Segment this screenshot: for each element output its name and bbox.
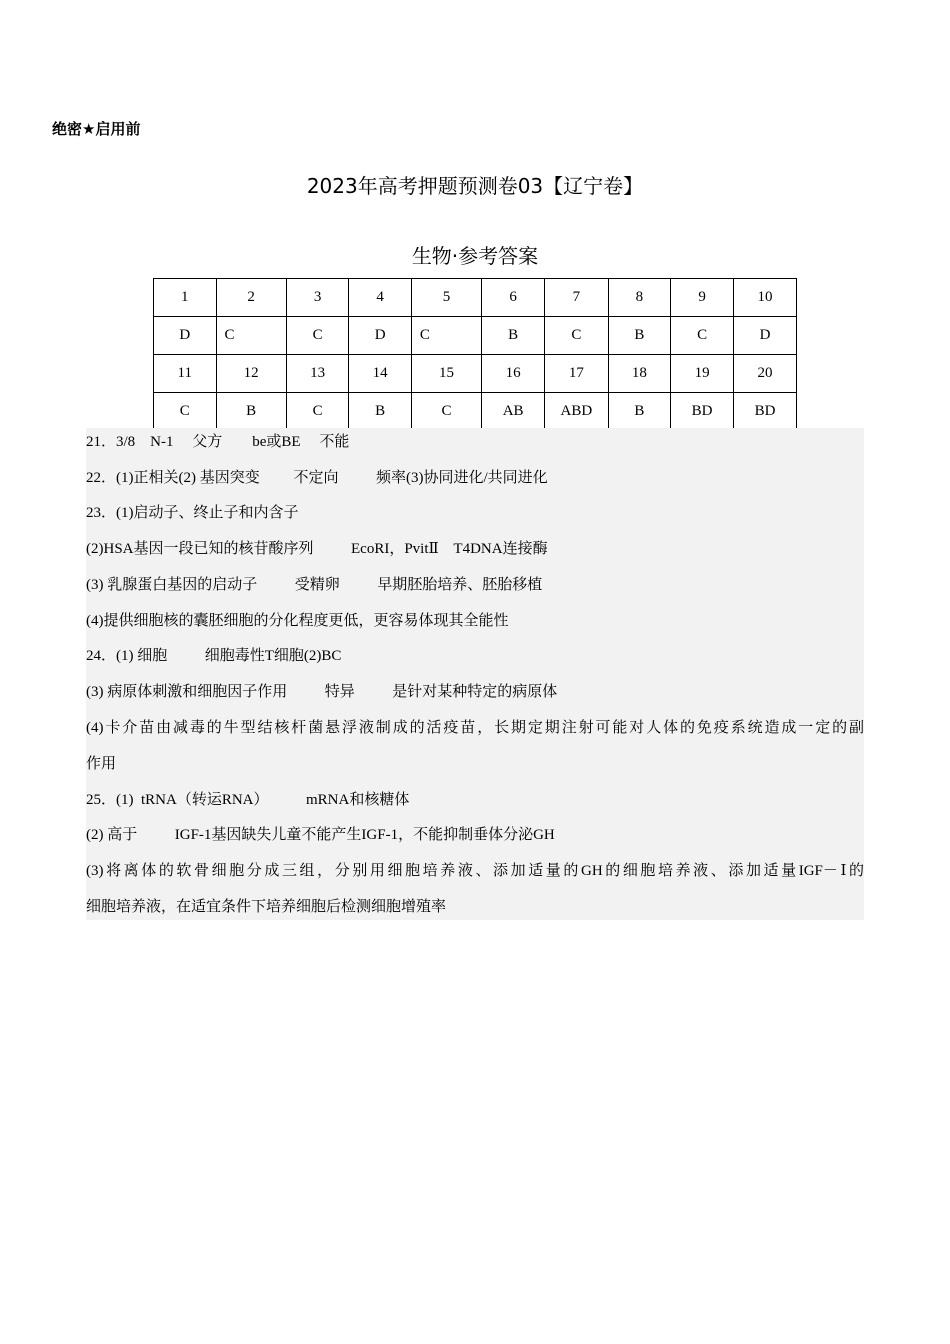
answer-line: (4)提供细胞核的囊胚细胞的分化程度更低，更容易体现其全能性	[86, 613, 509, 629]
answer-cell: C	[411, 393, 481, 431]
answer-cell: C	[545, 317, 609, 355]
question-number-cell: 12	[216, 355, 286, 393]
answer-line: (4)卡介苗由减毒的牛型结核杆菌悬浮液制成的活疫苗，长期定期注射可能对人体的免疫系统造成一定的副	[86, 720, 864, 736]
question-number-cell: 5	[411, 279, 481, 317]
question-number-cell: 15	[411, 355, 481, 393]
question-number-cell: 17	[545, 355, 609, 393]
answer-table-row	[154, 355, 797, 393]
document-title: 2023年高考押题预测卷03【辽宁卷】	[306, 174, 644, 198]
question-number-cell: 19	[671, 355, 734, 393]
question-number-cell: 16	[482, 355, 545, 393]
answer-line: 21．3/8 N-1 父方 be或BE 不能	[86, 434, 350, 450]
question-number-cell: 6	[482, 279, 545, 317]
question-number-cell: 4	[349, 279, 412, 317]
question-number-cell: 13	[286, 355, 349, 393]
question-number-cell: 18	[608, 355, 671, 393]
answer-cell: C	[671, 317, 734, 355]
answer-table-row	[154, 279, 797, 317]
answer-line: 作用	[86, 756, 117, 772]
answer-cell: C	[154, 393, 217, 431]
answer-cell: C	[411, 317, 481, 355]
answer-line: 22．(1)正相关(2) 基因突变 不定向 频率(3)协同进化/共同进化	[86, 470, 548, 486]
answer-cell: C	[286, 317, 349, 355]
question-number-cell: 11	[154, 355, 217, 393]
answer-cell: D	[734, 317, 797, 355]
document-subtitle: 生物·参考答案	[411, 244, 539, 268]
answer-line: 24．(1) 细胞 细胞毒性T细胞(2)BC	[86, 648, 342, 664]
answer-cell: D	[349, 317, 412, 355]
answer-line: 23．(1)启动子、终止子和内含子	[86, 505, 299, 521]
question-number-cell: 7	[545, 279, 609, 317]
confidential-label: 绝密★启用前	[52, 120, 141, 138]
answer-line: (2)HSA基因一段已知的核苷酸序列 EcoRI，PvitⅡ T4DNA连接酶	[86, 541, 548, 557]
answer-line: 25．(1) tRNA（转运RNA） mRNA和核糖体	[86, 792, 410, 808]
answer-cell: B	[482, 317, 545, 355]
question-number-cell: 3	[286, 279, 349, 317]
answer-cell: ABD	[545, 393, 609, 431]
question-number-cell: 8	[608, 279, 671, 317]
answer-cell: B	[216, 393, 286, 431]
question-number-cell: 9	[671, 279, 734, 317]
answer-cell: C	[286, 393, 349, 431]
answer-cell: B	[608, 393, 671, 431]
answer-cell: AB	[482, 393, 545, 431]
answer-block	[86, 428, 864, 920]
answer-line: 细胞培养液，在适宜条件下培养细胞后检测细胞增殖率	[86, 899, 447, 915]
answer-cell: BD	[734, 393, 797, 431]
answer-table-row	[154, 393, 797, 431]
answer-table-row	[154, 317, 797, 355]
answer-line: (2) 高于 IGF-1基因缺失儿童不能产生IGF-1，不能抑制垂体分泌GH	[86, 827, 555, 843]
answer-line: (3)将离体的软骨细胞分成三组，分别用细胞培养液、添加适量的GH的细胞培养液、添加适量IGF－Ⅰ的	[86, 863, 864, 879]
question-number-cell: 2	[216, 279, 286, 317]
answer-line: (3) 乳腺蛋白基因的启动子 受精卵 早期胚胎培养、胚胎移植	[86, 577, 543, 593]
answer-cell: B	[608, 317, 671, 355]
answer-cell: B	[349, 393, 412, 431]
answer-table	[153, 278, 797, 431]
answer-cell: BD	[671, 393, 734, 431]
answer-cell: D	[154, 317, 217, 355]
question-number-cell: 14	[349, 355, 412, 393]
answer-cell: C	[216, 317, 286, 355]
answer-line: (3) 病原体刺激和细胞因子作用 特异 是针对某种特定的病原体	[86, 684, 558, 700]
question-number-cell: 20	[734, 355, 797, 393]
question-number-cell: 10	[734, 279, 797, 317]
question-number-cell: 1	[154, 279, 217, 317]
